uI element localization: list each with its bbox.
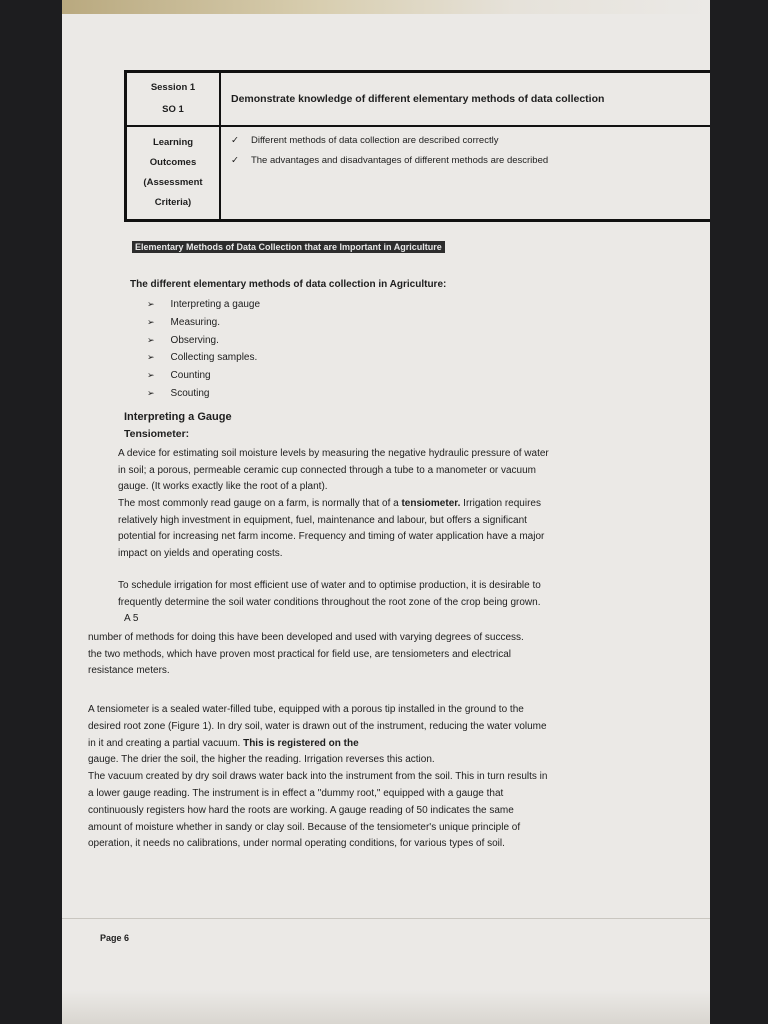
outcomes-label-cell: [126, 126, 221, 221]
text-line: continuously registers how hard the roots are working. A gauge reading of 50 indicates the same: [88, 804, 514, 816]
paragraph-tensiometer: [88, 702, 710, 853]
text-line: the two methods, which have proven most practical for field use, are tensiometers and electrical: [88, 648, 511, 660]
text-line: potential for increasing net farm income. Frequency and timing of water application have a major: [118, 531, 545, 543]
text-span: The most commonly read gauge on a farm, is normally that of a: [118, 498, 402, 509]
list-item: ➢ Collecting samples.: [147, 349, 260, 367]
text-line: desired root zone (Figure 1). In dry soil, water is drawn out of the instrument, reducing the water volume: [88, 720, 547, 732]
outcome-item: [231, 131, 710, 151]
text-line: A tensiometer is a sealed water-filled tube, equipped with a porous tip installed in the ground to the: [88, 704, 524, 715]
session-label: Session 1: [150, 82, 196, 93]
text-span: in it and creating a partial vacuum.: [88, 737, 244, 749]
tensiometer-heading: Tensiometer:: [124, 428, 190, 440]
methods-list-title: The different elementary methods of data collection in Agriculture:: [130, 279, 447, 290]
text-line: frequently determine the soil water conditions throughout the root zone of the crop being grown.: [118, 596, 541, 608]
paragraph-irrigation: [118, 496, 710, 562]
text-line: number of methods for doing this have been developed and used with varying degrees of success.: [88, 632, 524, 643]
session-cell: [126, 72, 221, 127]
paragraph-methods: [88, 630, 710, 680]
outcomes-label-line: Learning: [152, 137, 194, 148]
page-bottom-shadow: [62, 990, 710, 1024]
text-span: Irrigation requires: [460, 498, 541, 509]
paragraph-definition: [118, 446, 710, 496]
outcomes-label-line: Criteria): [154, 197, 192, 208]
text-line: gauge. (It works exactly like the root of a plant).: [118, 481, 328, 493]
text-line: a lower gauge reading. The instrument is in effect a "dummy root," equipped with a gauge that: [88, 787, 504, 799]
footer-divider: [62, 918, 710, 919]
text-line: resistance meters.: [88, 665, 170, 677]
outcome-item: [231, 151, 710, 171]
text-line: A device for estimating soil moisture levels by measuring the negative hydraulic pressure of water: [118, 448, 549, 459]
list-item: ➢ Counting: [147, 367, 260, 385]
bold-term: tensiometer.: [401, 498, 461, 509]
interpreting-gauge-heading: Interpreting a Gauge: [124, 411, 232, 423]
list-item: ➢ Measuring.: [147, 314, 260, 332]
text-line: impact on yields and operating costs.: [118, 547, 283, 559]
list-item: ➢ Observing.: [147, 332, 260, 350]
text-line: operation, it needs no calibrations, under normal operating conditions, for various types of soil.: [88, 838, 505, 850]
text-line: To schedule irrigation for most efficient use of water and to optimise production, it is desirable to: [118, 580, 541, 591]
page-number: Page 6: [100, 933, 130, 943]
list-item: ➢ Scouting: [147, 385, 260, 403]
text-line: amount of moisture whether in sandy or clay soil. Because of the tensiometer's unique principle of: [88, 821, 521, 833]
text-line: gauge. The drier the soil, the higher the reading. Irrigation reverses this action.: [88, 754, 435, 766]
check-icon: ✓: [231, 135, 239, 146]
page-top-edge: [62, 0, 710, 14]
text-line: in soil; a porous, permeable ceramic cup connected through a tube to a manometer or vacuum: [118, 464, 537, 476]
check-icon: ✓: [231, 155, 239, 166]
paragraph-schedule: [118, 578, 710, 628]
text-line: The vacuum created by dry soil draws water back into the instrument from the soil. This in turn results in: [88, 771, 548, 783]
text-line: [88, 736, 710, 753]
text-line: relatively high investment in equipment, fuel, maintenance and labour, but offers a significant: [118, 514, 527, 526]
bold-text: This is registered on the: [243, 737, 359, 749]
outcomes-label-line: Outcomes: [149, 157, 197, 168]
list-item: ➢ Interpreting a gauge: [147, 296, 260, 314]
outcome-text: The advantages and disadvantages of different methods are described: [250, 155, 549, 166]
so-label: SO 1: [162, 104, 184, 115]
outcome-text: Different methods of data collection are described correctly: [250, 135, 499, 146]
session-title: Demonstrate knowledge of different elementary methods of data collection: [220, 72, 710, 127]
outcomes-label-line: (Assessment: [143, 177, 203, 188]
section-heading: Elementary Methods of Data Collection that are Important in Agriculture: [132, 241, 445, 253]
text-line: A 5: [124, 613, 139, 625]
session-table: [124, 70, 710, 222]
methods-list: [147, 296, 260, 403]
document-page: [62, 0, 710, 1024]
text-line: [118, 496, 710, 513]
outcomes-cell: [220, 126, 710, 221]
